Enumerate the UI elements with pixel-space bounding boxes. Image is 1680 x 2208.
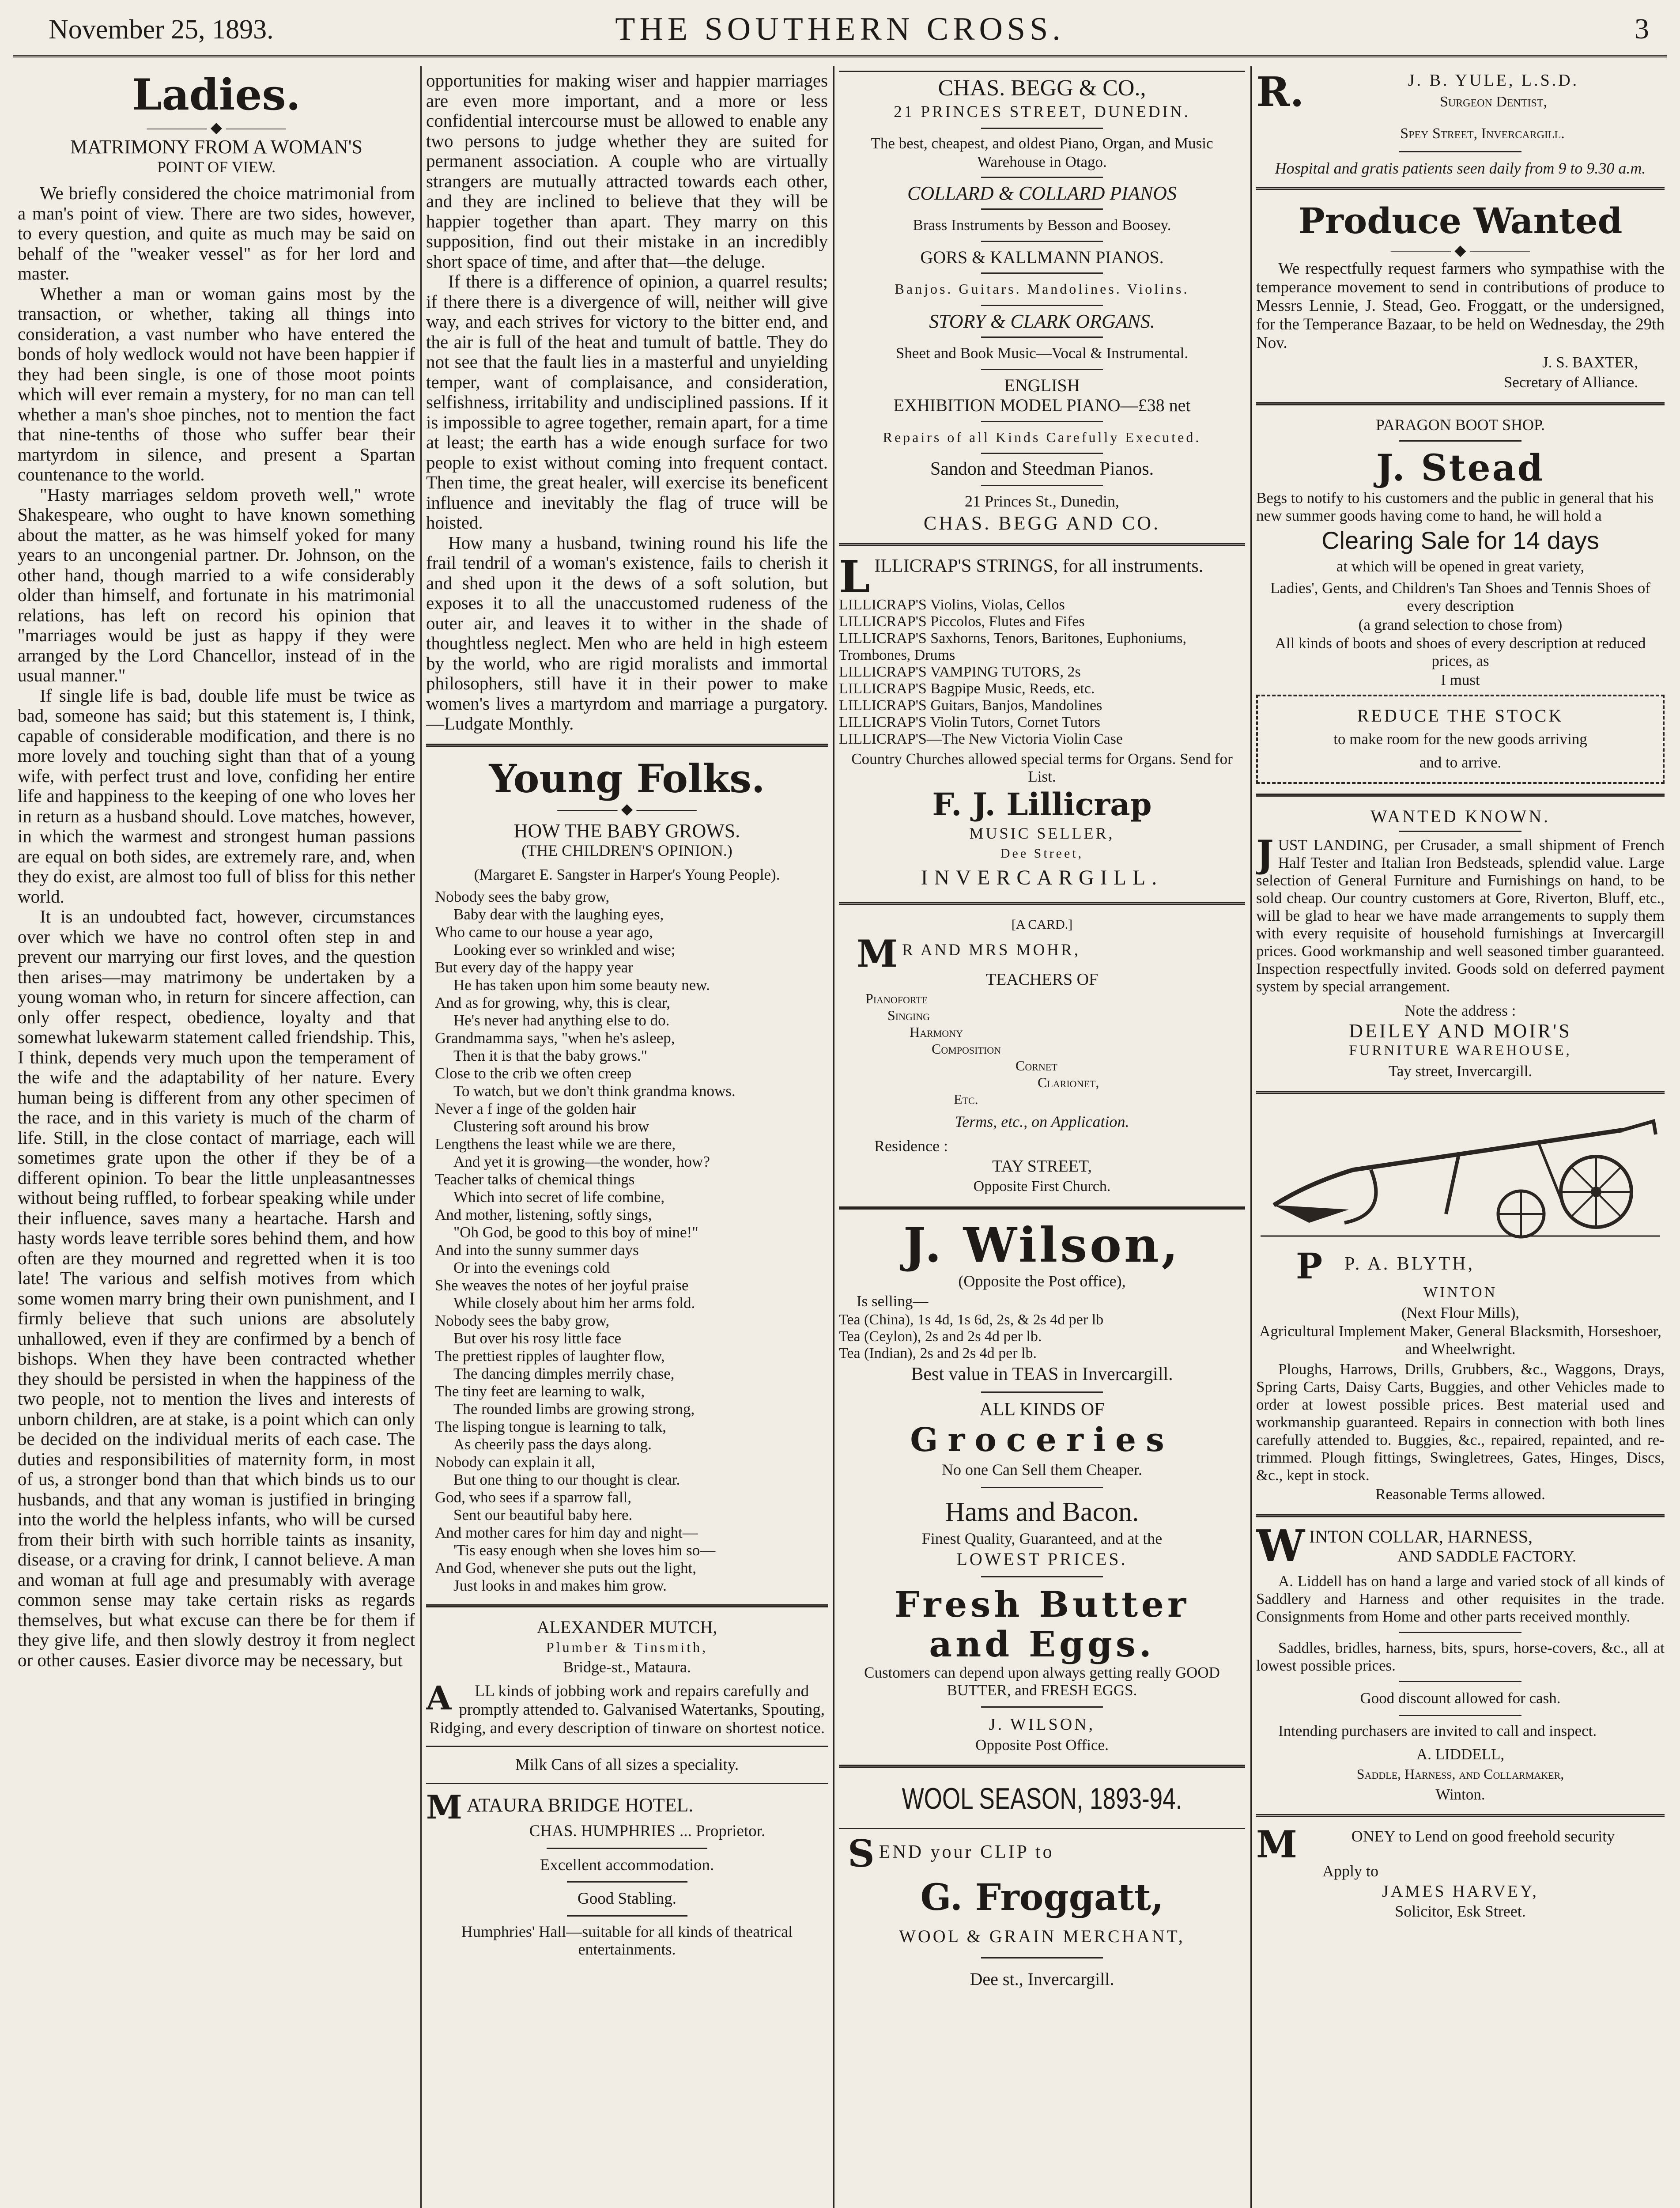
froggatt-trade: WOOL & GRAIN MERCHANT, [899,1926,1185,1946]
money-solicitor: Solicitor, Esk Street. [1395,1902,1526,1920]
wanted-warehouse: FURNITURE WAREHOUSE, [1349,1043,1572,1059]
section-rule [426,744,828,747]
lillicrap-item: LILLICRAP'S—The New Victoria Violin Case [839,730,1123,747]
poem-line: But over his rosy little face [453,1330,622,1347]
article-paragraph: We briefly considered the choice matrimonial from a man's point of view. There are two sides, however, to every question, and quite as much may be said on behalf of the "weaker vessel" as for her lord and master. [18,183,415,284]
rule [981,208,1103,210]
money-apply: Apply to [1322,1862,1379,1880]
poem-line: Or into the evenings cold [453,1259,610,1276]
money-text: ONEY to Lend on good freehold security [1351,1827,1615,1845]
poem-line: Grandmamma says, "when he's asleep, [435,1029,675,1047]
poem-line: God, who sees if a sparrow fall, [435,1489,632,1506]
winton-signature: A. LIDDELL, [1416,1745,1505,1763]
milk-cans-line: Milk Cans of all sizes a speciality. [515,1755,739,1774]
rule [981,272,1103,274]
wilson-tea: Tea (Ceylon), 2s and 2s 4d per lb. [839,1328,1042,1345]
begg-line: The best, cheapest, and oldest Piano, Organ, and Music Warehouse in Otago. [871,134,1213,170]
column-divider [420,66,422,2208]
produce-signature: J. S. BAXTER, [1542,353,1638,371]
wilson-groceries: Groceries [910,1421,1174,1459]
poem-line: Looking ever so wrinkled and wise; [453,941,676,958]
poem-line: But every day of the happy year [435,959,634,976]
yule-title: Surgeon Dentist, [1439,94,1548,110]
rule [981,1576,1103,1577]
blyth-trade: Agricultural Implement Maker, General Blacksmith, Horseshoer, and Wheelwright. [1259,1323,1661,1357]
yule-name: J. B. YULE, L.S.D. [1408,71,1579,90]
ornament-rule: ———— ◆ ———— [557,801,697,817]
poem-line: Which into secret of life combine, [453,1188,665,1206]
blyth-text: Ploughs, Harrows, Drills, Grubbers, &c., Waggons, Drays, Spring Carts, Daisy Carts, Buggies, and other Vehicles made to order at lowest possible prices. Best material used and workmanship guaranteed. Repairs in connection with both lines carefully attended to. Buggies, &c., repaired, repainted, and re-trimmed. Plough fittings, Swingletrees, Gates, Hinges, Discs, &c., kept in stock. [1256,1361,1665,1484]
money-name: JAMES HARVEY, [1382,1882,1539,1901]
winton-discount: Good discount allowed for cash. [1360,1690,1561,1707]
yule-address: Spey Street, Invercargill. [1400,125,1565,142]
poem-line: The prettiest ripples of laughter flow, [435,1347,665,1365]
hotel-line: Good Stabling. [577,1890,677,1908]
mohr-subject: Etc. [954,1091,978,1107]
column-3 [839,71,1245,2208]
blyth-name: P. A. BLYTH, [1344,1254,1475,1274]
column-2 [426,71,828,2208]
wilson-tea: Tea (China), 1s 4d, 1s 6d, 2s, & 2s 4d per lb [839,1311,1104,1328]
column-1 [18,71,415,2208]
begg-line: EXHIBITION MODEL PIANO—£38 net [893,395,1191,415]
yule-note: Hospital and gratis patients seen daily from 9 to 9.30 a.m. [1275,159,1646,177]
reduce-stock-box [1256,695,1665,784]
lillicrap-item: LILLICRAP'S Guitars, Banjos, Mandolines [839,697,1102,714]
mohr-subject: Composition [932,1040,1001,1057]
dropcap-m: M [1256,1822,1297,1866]
rule [981,421,1103,422]
poem-line: She weaves the notes of her joyful praise [435,1277,689,1294]
poem-title: HOW THE BABY GROWS. [513,820,740,842]
section-rule [839,1206,1245,1210]
newspaper-title: THE SOUTHERN CROSS. [615,11,1065,47]
stead-ladies: Ladies', Gents, and Children's Tan Shoes and Tennis Shoes of every description [1270,579,1650,614]
produce-text: We respectfully request farmers who sympathise with the temperance movement to send in contributions of produce to Messrs Lennie, J. Stead, Geo. Froggatt, or the undersigned, for the Temperance Bazaar, to be held on Wednesday, the 29th Nov. [1256,259,1665,352]
begg-name: CHAS. BEGG & CO., [839,71,1245,102]
wanted-firm: DEILEY AND MOIR'S [1349,1020,1572,1042]
wanted-ad-body [1256,832,1665,995]
wanted-text: UST LANDING, per Crusader, a small shipment of French Half Tester and Italian Iron Bedsteads, splendid value. Large selection of General Furniture and Furnishings on hand, to be sold cheap. Our country customers at Gore, Riverton, Bluff, etc., will be glad to hear we have made arrangements to supply them with every requisite of household furnishings at Invercargill prices. Good workmanship and well seasoned timber guaranteed. Inspection respectfully invited. Goods sold on deferred payment system by special arrangement. [1256,836,1665,995]
lillicrap-street: Dee Street, [1000,846,1084,861]
rule [981,1391,1103,1393]
wanted-street: Tay street, Invercargill. [1388,1062,1533,1080]
issue-date: November 25, 1893. [49,15,274,45]
wilson-signature: J. WILSON, [989,1715,1095,1734]
rule [981,1957,1103,1958]
ornament-rule: ———— ◆ ———— [147,120,286,136]
poem-line: "Oh God, be good to this boy of mine!" [453,1224,698,1241]
section-rule [1256,1091,1665,1094]
winton-saddles: Saddles, bridles, harness, bits, spurs, horse-covers, &c., all at lowest possible prices. [1256,1639,1665,1674]
dropcap-w: W [1256,1520,1305,1572]
poem-line: And yet it is growing—the wonder, how? [453,1153,710,1170]
mohr-card: [A CARD.] [1011,917,1073,932]
rule [1399,440,1522,442]
poem-line: He's never had anything else to do. [453,1012,670,1029]
poem-line: Sent our beautiful baby here. [453,1506,633,1524]
winton-ad-head [1256,1520,1665,1572]
hotel-title: ATAURA BRIDGE HOTEL. [466,1794,694,1816]
rule [1399,831,1522,832]
wilson-lowest: LOWEST PRICES. [956,1549,1128,1569]
wilson-hams: Hams and Bacon. [945,1497,1139,1527]
blyth-town: WINTON [1423,1284,1498,1301]
mohr-residence-label: Residence : [874,1137,948,1155]
lillicrap-item: LILLICRAP'S VAMPING TUTORS, 2s [839,663,1081,680]
article-paragraph: "Hasty marriages seldom proveth well," wrote Shakespeare, who ought to have known something about the matter, as he was himself yoked for many years to an uncongenial partner. Dr. Johnson, on the other hand, though married to a wife considerably older than himself, and fortunate in his matrimonial relations, has left on record his opinion that "marriages would be just as happy if they were arranged by the Lord Chancellor, instead of in the usual manner." [18,484,415,685]
plough-illustration [1256,1104,1665,1245]
poem-line: Baby dear with the laughing eyes, [453,906,664,923]
wool-season: WOOL SEASON, 1893-94. [902,1782,1182,1815]
rule [981,336,1103,338]
rule [567,1881,687,1883]
mohr-ad [839,932,1245,975]
stead-grand: (a grand selection to chose from) [1358,616,1563,633]
begg-line: STORY & CLARK ORGANS. [929,310,1155,332]
mohr-subjects [839,990,1245,1108]
rule [1399,1632,1522,1633]
mohr-subject: Clarionet, [1038,1074,1099,1090]
poem-line: But one thing to our thought is clear. [453,1471,680,1488]
stead-must: I must [1441,671,1480,688]
article-title: MATRIMONY FROM A WOMAN'S [70,136,362,158]
produce-heading: Produce Wanted [1298,200,1623,242]
begg-line: CHAS. BEGG AND CO. [923,512,1161,534]
poem-line: Then it is that the baby grows." [453,1047,648,1064]
mohr-opposite: Opposite First Church. [973,1178,1111,1195]
poem-line: Nobody can explain it all, [435,1453,595,1471]
wilson-best: Best value in TEAS in Invercargill. [911,1364,1173,1384]
froggatt-send: END your CLIP to [879,1842,1054,1862]
lillicrap-list [839,597,1245,748]
section-rule [839,902,1245,905]
section-rule [1256,794,1665,797]
poem-line: Teacher talks of chemical things [435,1171,635,1188]
poem-line: And mother, listening, softly sings, [435,1206,652,1223]
poem-line: The dancing dimples merrily chase, [453,1365,675,1382]
rule [1399,1681,1522,1682]
mutch-trade: Plumber & Tinsmith, [546,1639,708,1655]
mohr-street: TAY STREET, [992,1157,1092,1176]
wilson-tea: Tea (Indian), 2s and 2s 4d per lb. [839,1345,1037,1361]
lillicrap-item: LILLICRAP'S Bagpipe Music, Reeds, etc. [839,680,1095,697]
hotel-line: Humphries' Hall—suitable for all kinds of theatrical entertainments. [461,1922,793,1958]
poem-line: The lisping tongue is learning to talk, [435,1418,666,1435]
lillicrap-town: INVERCARGILL. [921,866,1163,889]
mohr-subject: Harmony [910,1024,963,1040]
stead-text: Begs to notify to his customers and the public in general that his new summer goods having come to hand, he will hold a [1256,489,1654,524]
poem-line: Close to the crib we often creep [435,1065,632,1082]
money-ad [1256,1822,1665,1866]
rule [981,1706,1103,1708]
page-number: 3 [1635,13,1649,45]
mohr-teachers: TEACHERS OF [985,970,1099,989]
stead-shop: PARAGON BOOT SHOP. [1375,416,1545,434]
winton-town: Winton. [1435,1785,1485,1803]
poem-line: Nobody sees the baby grow, [435,1312,610,1329]
mohr-terms: Terms, etc., on Application. [955,1112,1129,1130]
dropcap-p: P [1296,1245,1323,1287]
article-paragraph: opportunities for making wiser and happier marriages are even more important, and a more or less confidential intercourse must be allowed to enable any two persons to judge whether they are suited for permanent association. A couple who are virtually strangers are mutually attracted towards each other, and they are inclined to believe that they will be happier together than apart. They marry on this supposition, find out their mistake in an incredibly short space of time, and after that—the deluge. [426,71,828,272]
article-paragraph: If single life is bad, double life must be twice as bad, someone has said; but this statement is, I think, capable of considerable modification, and there is no more lovely and touching sight than that of a young wife, with perfect trust and love, confiding her entire life and happiness to the keeping of one who loves her in return as a husband should. Love matches, however, in which the warmest and strongest human passions are equal on both sides, are extremely rare, and, when they do exist, are almost too full of bliss for this nether world. [18,685,415,907]
ornament-rule: ———— ◆ ———— [1390,242,1530,259]
blyth-next: (Next Flour Mills), [1401,1304,1520,1321]
begg-address: 21 PRINCES STREET, DUNEDIN. [894,103,1190,121]
rule [981,177,1103,178]
wanted-heading: WANTED KNOWN. [1370,806,1551,826]
produce-secretary: Secretary of Alliance. [1503,374,1638,391]
rule [981,241,1103,242]
section-rule [839,1765,1245,1768]
lillicrap-item: LILLICRAP'S Violin Tutors, Cornet Tutors [839,714,1100,730]
winton-trade: Saddle, Harness, and Collarmaker, [1356,1766,1564,1782]
poem-subtitle: (THE CHILDREN'S OPINION.) [521,842,732,859]
hotel-ad [426,1788,828,1826]
wilson-cheaper: No one Can Sell them Cheaper. [942,1460,1142,1478]
dropcap-a: A [426,1679,452,1717]
rule [1399,1715,1522,1716]
lillicrap-item: LILLICRAP'S Violins, Violas, Cellos [839,596,1065,613]
rule [981,305,1103,306]
dropcap-m: M [426,1788,462,1826]
winton-inspect: Intending purchasers are invited to call and inspect. [1278,1722,1597,1739]
poem-line: The rounded limbs are growing strong, [453,1400,695,1418]
poem-line: To watch, but we don't think grandma knows. [453,1082,736,1100]
blyth-ad-head [1256,1245,1665,1287]
yule-r: R. [1256,71,1304,116]
poem-line: The tiny feet are learning to walk, [435,1383,645,1400]
section-rule [1256,1514,1665,1517]
dropcap-l: L [839,550,870,603]
dropcap-j: J [1256,832,1274,876]
begg-line: 21 Princes St., Dunedin, [965,492,1119,510]
begg-line: Brass Instruments by Besson and Boosey. [913,216,1171,234]
poem-line: Never a f inge of the golden hair [435,1100,636,1117]
section-rule [839,543,1245,546]
begg-line: Repairs of all Kinds Carefully Executed. [883,429,1201,445]
lillicrap-ad [839,550,1245,603]
poem-line: Who came to our house a year ago, [435,923,653,941]
mutch-address: Bridge-st., Mataura. [563,1658,691,1676]
poem-line: He has taken upon him some beauty new. [453,976,710,994]
section-rule [426,1604,828,1607]
winton-sub: AND SADDLE FACTORY. [1397,1547,1577,1565]
froggatt-address: Dee st., Invercargill. [970,1969,1114,1989]
rule [839,1828,1245,1829]
wilson-quality: Finest Quality, Guaranteed, and at the [921,1530,1163,1547]
mohr-subject: Singing [887,1007,930,1023]
hotel-proprietor: CHAS. HUMPHRIES ... Proprietor. [529,1822,766,1840]
wilson-opposite: (Opposite the Post office), [958,1272,1126,1290]
lillicrap-note: Country Churches allowed special terms for Organs. Send for List. [851,750,1233,785]
mutch-text: LL kinds of jobbing work and repairs carefully and promptly attended to. Galvanised Watertanks, Spouting, Ridging, and every description of tinware on shortest notice. [429,1682,825,1737]
stead-clearing: Clearing Sale for 14 days [1321,526,1599,554]
dropcap-s: S [848,1832,875,1875]
section-rule [1256,187,1665,190]
lillicrap-item: LILLICRAP'S Saxhorns, Tenors, Baritones, Euphoniums, Trombones, Drums [839,630,1186,663]
article-paragraph: Whether a man or woman gains most by the transaction, or whether, taking all things into consideration, a vast number who have entered the bonds of holy wedlock would not have been happier if they had been single, is one of those moot points which will ever remain a mystery, for no man can tell whether a man's shoe pinches, not to mention the fact that nine-tenths of those who suffer bear their martyrdom in silence, and present a Spartan countenance to the world. [18,283,415,484]
section-rule [1256,402,1665,405]
poem-body [426,888,828,1595]
rule [547,1848,707,1849]
mutch-name: ALEXANDER MUTCH, [536,1617,717,1637]
section-rule [1256,1814,1665,1817]
lillicrap-heading: ILLICRAP'S STRINGS, for all instruments. [874,556,1204,576]
poem-line: Just looks in and makes him grow. [453,1577,667,1594]
poem-line: And mother cares for him day and night— [435,1524,698,1541]
wilson-fresh: Fresh Butter [894,1584,1190,1625]
article-subtitle: POINT OF VIEW. [157,158,276,176]
wilson-customers: Customers can depend upon always getting really GOOD BUTTER, and FRESH EGGS. [864,1664,1220,1699]
begg-line: Banjos. Guitars. Mandolines. Violins. [895,281,1189,297]
mohr-subject: Cornet [1016,1057,1057,1074]
section-heading-ladies: Ladies. [132,71,301,120]
rule [981,369,1103,370]
rule [981,1487,1103,1488]
stead-opened: at which will be opened in great variety, [1336,558,1585,575]
mohr-name: R AND MRS MOHR, [902,941,1080,959]
begg-line: Sheet and Book Music—Vocal & Instrumental. [895,344,1189,362]
lillicrap-item: LILLICRAP'S Piccolos, Flutes and Fifes [839,613,1085,630]
wilson-name: J. Wilson, [903,1217,1181,1273]
section-heading-young-folks: Young Folks. [489,755,765,802]
rule [981,485,1103,486]
stead-boots: All kinds of boots and shoes of every description at reduced prices, as [1275,635,1646,669]
mutch-ad-text [426,1679,828,1738]
stead-make-room: to make room for the new goods arriving [1333,730,1587,748]
winton-text: A. Liddell has on hand a large and varied stock of all kinds of Saddlery and Harness and other requisites in the trade. Consignments from Home and other parts received monthly. [1256,1573,1665,1625]
dropcap-m: M [857,932,898,975]
column-divider [1250,66,1252,2208]
poem-line: Clustering soft around his brow [453,1118,649,1135]
column-divider [833,66,834,2208]
article-paragraph: If there is a difference of opinion, a quarrel results; if there there is a divergence of will, neither will give way, and each strives for victory to the bitter end, and the air is full of the heat and tumult of battle. They do not see that the fault lies in a masterful and unyielding temper, want of complaisance, and consideration, selfishness, irritability and undisciplined passions. If it is impossible to agree together, remain apart, for a time at least; the earth has a wide enough surface for two people to exist without coming into frequent contact. Then time, the great healer, will exercise its beneficent influence and inevitably the flag of truce will be hoisted. [426,271,828,533]
rule [981,128,1103,129]
poem-line: Nobody sees the baby grow, [435,888,610,905]
winton-heading: INTON COLLAR, HARNESS, [1309,1526,1533,1546]
article-paragraph: How many a husband, twining round his life the frail tendril of a woman's existence, fails to cherish it and shed upon it the dews of a soft solution, but exposes it to all the unaccustomed rudeness of the outer air, and leaves it to wither in the shade of thoughtless neglect. Men who are held in high esteem by the world, who are rigid moralists and immortal philosophers, still have it in their power to make women's lives a martyrdom and marriage a purgatory.—Ludgate Monthly. [426,532,828,733]
rule [1399,151,1522,152]
yule-ad [1256,71,1665,124]
wilson-kinds: ALL KINDS OF [979,1399,1105,1420]
wilson-selling: Is selling— [857,1293,929,1310]
poem-line: Lengthens the least while we are there, [435,1135,676,1153]
poem-line: As cheerily pass the days along. [453,1436,652,1453]
rule [981,453,1103,454]
blyth-terms: Reasonable Terms allowed. [1375,1486,1545,1503]
article-paragraph: It is an undoubted fact, however, circumstances over which we have no control often step in and prevent our marrying our first loves, and the question then arises—may matrimony be undertaken by a young woman who, in return for sincere affection, can only offer respect, obedience, loyalty and that somewhat lukewarm statement called friendship. This, I think, depends very much upon the temperament of the wife and the adaptability of her nature. Every human being is different from any other specimen of the race, and in this variety is much of the charm of life. Still, in the close contact of marriage, each will sometimes grate upon the other if they be of a different opinion. To bear the little unpleasantnesses without being ruffled, to forbear speaking while under their influence, saves many a heartache. Harsh and hasty words leave terrible sores behind them, and how often are they mourned and regretted when it is too late! The various and selfish motives from which some women marry bring their own punishment, and I firmly believe that such unions are absolutely unhallowed, even if they are confirmed by a bench of bishops. When they have been contracted whether they should be persisted in when the happiness of the two people, not to mention the lives and interests of unborn children, are at stake, is a point which can only be decided on the individual merits of each case. The duties and responsibilities of maternity form, in most of us, a stronger bond than that which binds us to our husbands, and that any woman is justified in bringing into the world the helpless infants, who will be cursed from their birth with such horrible taints as insanity, disease, or a craving for drink, I cannot believe. A man and woman at full age and presumably with average common sense may take certain risks as regards themselves, but what excuse can there be for them if they give life, and then slowly destroy it from neglect or other causes. Easier divorce may be necessary, but [18,906,415,1670]
poem-credit: (Margaret E. Sangster in Harper's Young People). [474,866,780,883]
rule [426,1783,828,1784]
poem-line: And God, whenever she puts out the light, [435,1559,696,1577]
begg-line: Sandon and Steedman Pianos. [930,459,1154,479]
hotel-line: Excellent accommodation. [540,1856,714,1874]
poem-line: And as for growing, why, this is clear, [435,994,670,1011]
lillicrap-name: F. J. Lillicrap [932,786,1152,823]
begg-line: GORS & KALLMANN PIANOS. [920,247,1164,267]
masthead [13,4,1667,57]
column-4 [1256,71,1665,2208]
froggatt-name: G. Froggatt, [920,1876,1164,1919]
froggatt-ad [839,1832,1245,1875]
wilson-eggs: and Eggs. [929,1623,1155,1665]
lillicrap-trade: MUSIC SELLER, [969,824,1115,842]
wilson-sig-opposite: Opposite Post Office. [975,1736,1109,1754]
poem-line: And into the sunny summer days [435,1241,639,1259]
begg-line: ENGLISH [1004,375,1080,395]
begg-line: COLLARD & COLLARD PIANOS [907,182,1177,204]
stead-name: J. Stead [1376,447,1545,489]
mohr-subject: Pianoforte [865,990,928,1006]
wanted-note: Note the address : [1404,1002,1516,1019]
stead-arrive: and to arrive. [1419,753,1502,771]
stead-reduce: REDUCE THE STOCK [1357,705,1564,726]
rule [567,1915,687,1917]
poem-line: While closely about him her arms fold. [453,1294,695,1312]
rule [426,1746,828,1747]
poem-line: 'Tis easy enough when she loves him so— [453,1542,716,1559]
